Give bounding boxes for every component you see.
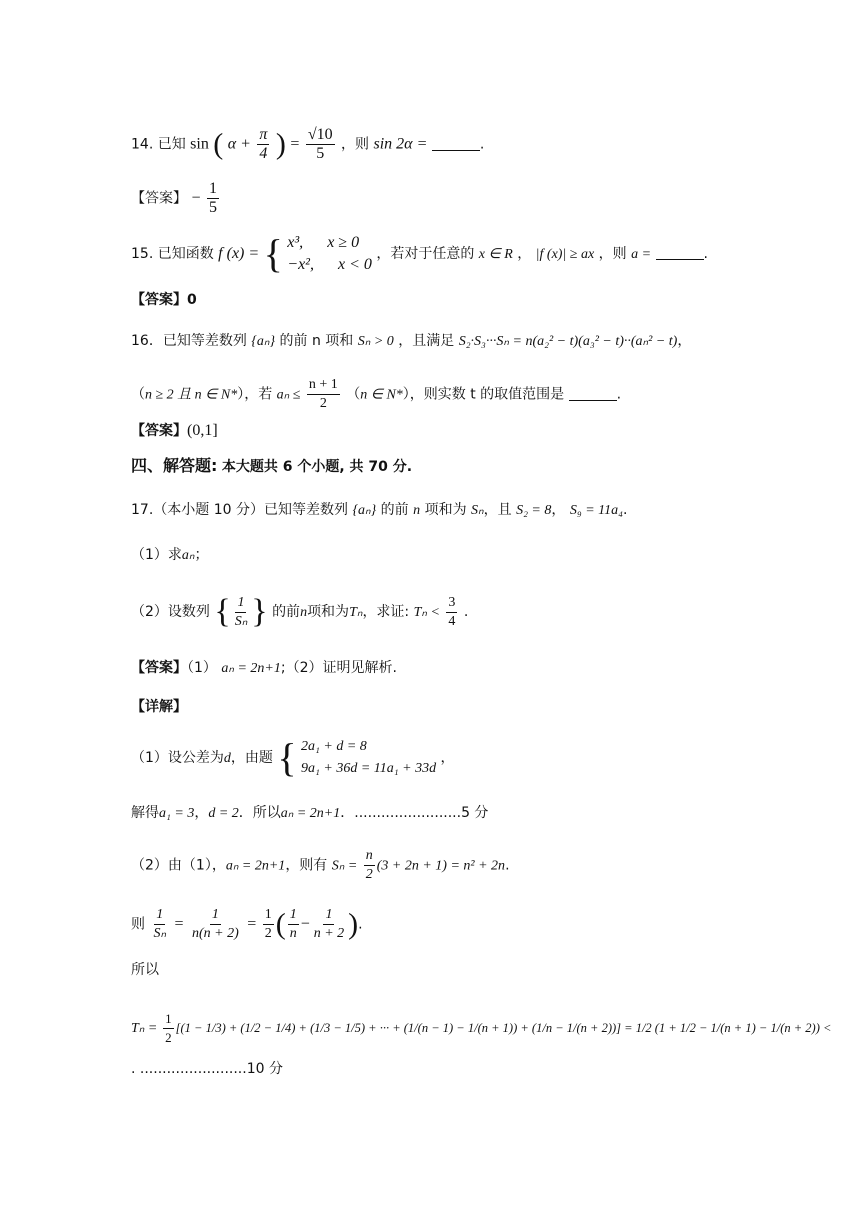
a17-recip-sn [151,906,168,943]
a17-sn-tail: (3 + 2n + 1) = n² + 2n [376,858,506,874]
q14-period: . [479,136,485,153]
a17-half [263,906,274,943]
a17-line-end: . [358,916,363,933]
q14-answer-blank [432,136,480,151]
q15-comma: ， [517,246,532,262]
a14-minus: − [191,189,201,207]
section-title: 四、解答题: [131,456,218,475]
q16-line2-d: ），则实数 t 的取值范围是 [402,386,565,403]
q17-sn: Sₙ [471,503,484,518]
a17-solve-d: ．........................5 分 [340,805,489,821]
q14-sin2a: sin 2α = [373,135,428,153]
q17-line1-a: 17.（本小题 10 分）已知等差数列 [131,502,348,518]
q17-n: n [413,503,421,518]
q16-frac-num: n + 1 [307,376,340,395]
q16-line1-c: ，且满足 [398,333,455,349]
solution-step1 [131,736,455,780]
a17-last: . ........................10 分 [131,1061,283,1077]
q15-case1-cond: x ≥ 0 [327,234,360,251]
a17-an2: aₙ = 2n+1 [280,806,341,821]
q17-left-brace: { [214,593,231,630]
solution-so [131,960,159,980]
q14-left-paren: ( [213,127,224,161]
q14-sqrt10: √10 [307,126,333,143]
answer-15 [131,290,197,310]
a17-eq-sign-2: = [247,915,257,933]
a14-fraction [207,180,219,217]
a17-rparen: ) [348,907,359,941]
a17-s1-b: ，由题 [230,750,273,766]
question-14 [131,126,484,163]
a17-a1: a₁ = 3 [159,806,195,821]
q15-then: ，则 [598,246,627,262]
q16-line2-b: ），若 [237,386,273,403]
q17-line1-b: 的前 [380,502,409,518]
q17-p1: （1）求 [131,547,182,563]
q14-prefix: 已知 [157,136,186,153]
q14-pi: π [259,126,268,143]
a17-system [301,736,436,780]
q16-period: . [616,386,622,403]
a17-half-den: 2 [264,926,272,941]
q17-three-quarters [446,594,457,631]
q15-answer-blank [656,245,704,260]
q17-s2: S₂ = 8 [516,503,552,518]
question-17-part1 [131,545,209,566]
a17-so: 所以 [131,962,159,978]
a17-sum-half-num: 1 [163,1010,174,1029]
q15-period: . [703,246,708,262]
a14-den: 5 [208,199,217,216]
a17-s2-end: . [505,857,510,874]
q14-alpha: α + [227,135,251,153]
q17-p2-a: （2）设数列 [131,604,210,620]
q15-a-eq: a = [631,247,652,262]
a17-half-num: 1 [263,906,274,925]
a17-recip-n-np2 [190,906,241,943]
q17-s9: S₉ = 11a₄ [569,503,623,518]
q17-line1-c: 项和为 [424,502,467,518]
section-desc: 本大题共 6 个小题, 共 70 分. [221,459,413,475]
a17-sn-eq: Sₙ = [331,858,358,874]
q15-case2-cond: x < 0 [337,256,372,273]
a17-inner-a [288,906,299,943]
q17-p2-fnum: 3 [446,594,457,613]
q17-p2-b: 的前 [272,604,301,620]
a17-inner-b [312,906,346,943]
a14-num: 1 [208,180,217,197]
q17-line1-end: . [623,502,628,518]
a17-two: 2 [365,867,373,882]
a17-sep: ;（2）证明见解析. [280,660,397,676]
q16-cond: n ≥ 2 且 n ∈ N* [145,387,238,403]
answer-16 [131,421,218,441]
a15-value: 0 [187,292,197,308]
q14-sqrt10-over-5 [306,126,335,163]
q14-right-paren: ) [275,127,286,161]
a17-an: aₙ = 2n+1 [221,661,281,676]
a16-value: (0,1] [187,422,218,439]
q15-number: 15. [131,246,154,262]
a17-inner-a-den: n [289,926,297,941]
q15-fx: f (x) = [218,245,260,262]
solution-end [131,1059,283,1079]
q17-p2-tn: Tₙ [349,605,363,620]
a17-sum-half [163,1010,174,1047]
solution-sum [131,1010,831,1047]
a17-inner-b-den: n + 2 [313,926,345,941]
question-16-line1 [131,331,691,352]
q15-case1-expr: x³, [287,234,304,251]
question-16-line2 [131,376,621,413]
q16-line1-b: 的前 n 项和 [279,333,354,349]
a17-solve-a: 解得 [131,805,159,821]
q14-number: 14. [131,136,154,153]
a17-lparen: ( [275,907,286,941]
q15-case2-expr: −x², [287,256,314,273]
q16-frac-den: 2 [319,396,327,411]
q16-line1-a: 16．已知等差数列 [131,333,247,349]
answer-14 [131,180,221,217]
a17-sum-half-den: 2 [165,1030,172,1045]
question-17-part2 [131,592,468,632]
q15-middle: ，若对于任意的 [376,246,475,262]
a17-n-over-2 [364,847,375,884]
a17-part1: （1） [187,660,217,676]
q16-line2-c: （ [346,386,361,403]
answer-17 [131,658,397,679]
q14-pi-over-4 [257,126,269,163]
q16-line1-end: ， [677,333,692,349]
q14-eq: = [290,135,300,153]
a17-one: 1 [154,906,165,925]
a17-s1-end: ， [440,750,455,766]
q17-recip-sn [233,594,250,631]
q15-cases [287,232,372,276]
question-17 [131,500,627,521]
a17-sn-den: Sₙ [153,926,167,941]
q14-sin: sin [190,135,209,153]
q17-p1-end: ； [194,547,209,563]
a17-inner-a-num: 1 [288,906,299,925]
a17-eq2: 9a₁ + 36d = 11a₁ + 33d [301,761,437,776]
q16-sn-pos: Sₙ > 0 [357,334,394,349]
a15-label: 【答案】 [131,292,187,308]
q16-an-le: aₙ ≤ [276,387,301,403]
solution-solve [131,803,488,824]
a17-system-brace: { [277,735,297,780]
q17-line1-d: ，且 [483,502,512,518]
q16-answer-blank [569,386,617,401]
a17-s1-a: （1）设公差为 [131,750,224,766]
a17-inner-b-num: 1 [323,906,334,925]
a17-an3: aₙ = 2n+1 [225,858,286,874]
a17-label: 【答案】 [131,660,187,676]
a17-minus: − [300,915,310,933]
a17-d2: d = 2 [208,806,239,821]
a17-solve-c: ．所以 [238,805,281,821]
q17-p2-num: 1 [235,594,246,613]
a17-s1-d: d [223,751,231,766]
solution-step2 [131,847,510,884]
q17-p2-c: 项和为 [307,604,350,620]
a17-one-b: 1 [210,906,221,925]
a17-solve-b: ， [194,805,209,821]
q14-four: 4 [259,145,268,162]
solution-recip [131,906,363,943]
q15-brace: { [263,231,283,276]
a16-label: 【答案】 [131,423,187,439]
question-15 [131,232,708,276]
q16-product: S₂·S₃···Sₙ = n(a₂² − t)(a₃² − t)··(aₙ² − t) [458,334,678,349]
q16-line2-a: （ [131,386,145,403]
q17-p2-d: ，求证: [362,604,410,620]
q17-p2-end: . [463,604,469,620]
q17-p2-tn2: Tₙ < [413,605,440,620]
q17-p2-n: n [300,605,308,620]
a17-sum-terms: [(1 − 1/3) + (1/2 − 1/4) + (1/3 − 1/5) + ··· + (1/(n − 1) − 1/(n + 1)) + (1/n − 1/(n + 2))] = 1/2 (1 + 1/2 − 1/(n + 1) − 1/(n + 2)) < [175,1021,832,1035]
a17-detail-label: 【详解】 [131,699,187,715]
q17-line1-e: ， [551,502,566,518]
a14-label: 【答案】 [131,190,187,207]
q17-p2-den: Sₙ [234,613,248,629]
a17-n-over: n [364,847,375,866]
q16-seq: {aₙ} [251,334,276,349]
q16-fraction [307,376,340,413]
a17-s2-b: ，则有 [285,857,328,874]
q15-prefix: 已知函数 [157,246,214,262]
a17-eq-sign-1: = [174,915,184,933]
q15-x-in-r: x ∈ R [478,247,513,262]
q16-cond2: n ∈ N* [360,387,403,403]
q17-p1-an: aₙ [181,548,195,563]
a17-tn: Tₙ = [131,1021,158,1036]
q15-ineq: |f (x)| ≥ ax [535,247,595,262]
a17-then: 则 [131,916,145,933]
detail-label [131,697,187,717]
q14-then: ，则 [341,136,370,153]
q17-p2-fden: 4 [448,613,456,629]
q17-right-brace: } [251,593,268,630]
section-heading [131,456,412,477]
q14-five: 5 [316,145,325,162]
a17-eq1: 2a₁ + d = 8 [301,739,367,754]
q17-seq: {aₙ} [352,503,377,518]
a17-s2-a: （2）由（1）， [131,857,226,874]
a17-n-np2: n(n + 2) [191,926,239,941]
